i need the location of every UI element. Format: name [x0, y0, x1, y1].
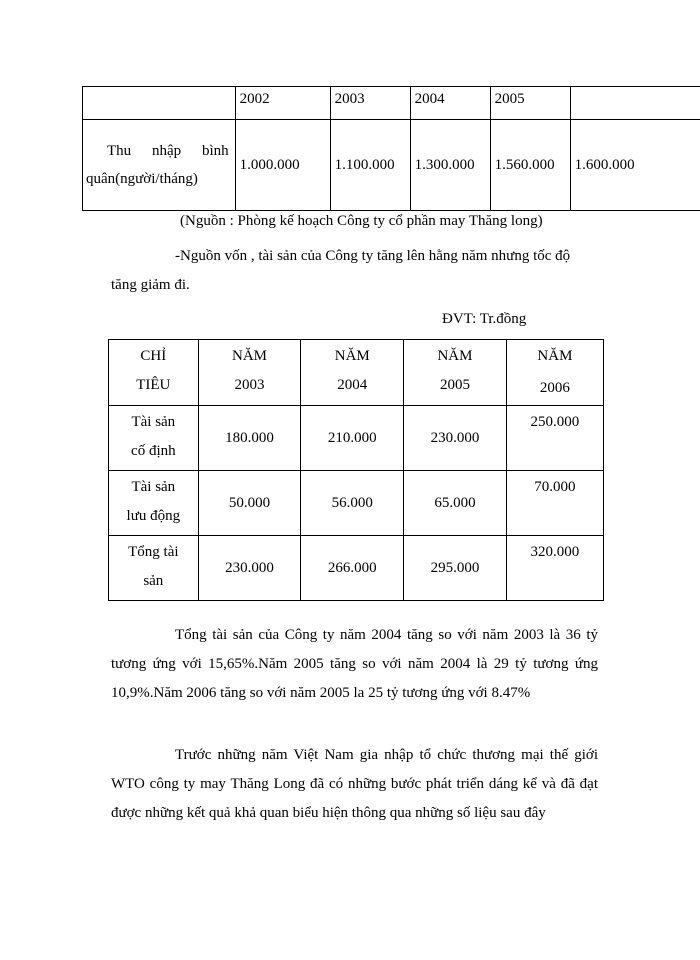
- income-year-cell: 2004: [410, 87, 490, 120]
- header-criteria-line2: TIÊU: [136, 377, 171, 393]
- intro-line-1: -Nguồn vốn , tài sản của Công ty tăng lên hằng năm nhưng tốc độ: [175, 248, 571, 264]
- assets-value-cell: 320.000: [506, 536, 603, 601]
- row-label-line2: sản: [143, 573, 164, 589]
- assets-value-cell: 180.000: [198, 406, 301, 471]
- paragraph-assets-growth: Tổng tài sản của Công ty năm 2004 tăng so với năm 2003 là 36 tỷ tương ứng với 15,65%.Năm 2005 tăng so với năm 2004 là 29 tỷ tương ứng 10,9%.Năm 2006 tăng so với năm 2005 la 25 tỷ tương ứng với 8.47%: [111, 627, 598, 701]
- assets-value-cell: 250.000: [506, 406, 603, 471]
- header-year-label: NĂM: [232, 348, 268, 364]
- income-row-label-line2: quân(người/tháng): [86, 171, 198, 187]
- income-value-cell: 1.100.000: [330, 120, 410, 211]
- income-value-cell: 1.000.000: [235, 120, 330, 211]
- assets-value-cell: 230.000: [198, 536, 301, 601]
- assets-value-cell: 70.000: [506, 471, 603, 536]
- assets-value-cell: 295.000: [404, 536, 507, 601]
- income-year-cell: 2003: [330, 87, 410, 120]
- header-year-value: 2006: [539, 380, 570, 396]
- row-label-line2: cố định: [131, 443, 176, 459]
- assets-value-cell: 56.000: [301, 471, 404, 536]
- header-criteria-line1: CHỈ: [140, 348, 167, 364]
- assets-row-label: [109, 471, 199, 536]
- assets-value-cell: 65.000: [404, 471, 507, 536]
- assets-row-label: [109, 536, 199, 601]
- income-year-cell: 2005: [490, 87, 570, 120]
- header-year-value: 2005: [439, 377, 470, 393]
- income-table: [82, 86, 700, 211]
- assets-header-year: [198, 340, 301, 406]
- income-year-cell: [570, 87, 700, 120]
- header-year-label: NĂM: [334, 348, 370, 364]
- header-year-value: 2004: [337, 377, 368, 393]
- source-note: (Nguồn : Phòng kế hoạch Công ty cổ phần may Thăng long): [180, 213, 543, 229]
- income-row-label: [83, 120, 236, 211]
- row-label-line2: lưu động: [126, 508, 181, 524]
- assets-row-fixed: [109, 406, 604, 471]
- assets-header-criteria: [109, 340, 199, 406]
- income-value-cell: 1.560.000: [490, 120, 570, 211]
- header-year-label: NĂM: [537, 348, 573, 364]
- income-value-cell: 1.300.000: [410, 120, 490, 211]
- assets-row-current: [109, 471, 604, 536]
- assets-header-year: [506, 340, 603, 406]
- assets-value-cell: 230.000: [404, 406, 507, 471]
- assets-row-total: [109, 536, 604, 601]
- header-year-value: 2003: [234, 377, 265, 393]
- paragraph-wto: Trước những năm Việt Nam gia nhập tổ chức thương mại thế giới WTO công ty may Thăng Long đã có những bước phát triển dáng kể và đã đạt được những kết quả khả quan biểu hiện thông qua những số liệu sau đây: [111, 747, 598, 821]
- assets-value-cell: 210.000: [301, 406, 404, 471]
- assets-value-cell: 266.000: [301, 536, 404, 601]
- assets-header-year: [301, 340, 404, 406]
- intro-line-2: tăng giảm đi.: [111, 277, 190, 293]
- assets-value-cell: 50.000: [198, 471, 301, 536]
- income-row: [83, 120, 700, 211]
- assets-header-row: [109, 340, 604, 406]
- row-label-line1: Tài sản: [131, 414, 176, 430]
- row-label-line1: Tài sản: [131, 479, 176, 495]
- row-label-line1: Tổng tài: [128, 544, 179, 560]
- income-year-cell: 2002: [235, 87, 330, 120]
- assets-header-year: [404, 340, 507, 406]
- header-year-label: NĂM: [437, 348, 473, 364]
- unit-label: ĐVT: Tr.đồng: [442, 311, 527, 327]
- income-header-empty-cell: [83, 87, 236, 120]
- assets-row-label: [109, 406, 199, 471]
- income-value-cell: 1.600.000: [570, 120, 700, 211]
- assets-table: [108, 339, 604, 601]
- income-row-label-line1: Thu nhập bình: [107, 143, 229, 159]
- income-header-row: [83, 87, 700, 120]
